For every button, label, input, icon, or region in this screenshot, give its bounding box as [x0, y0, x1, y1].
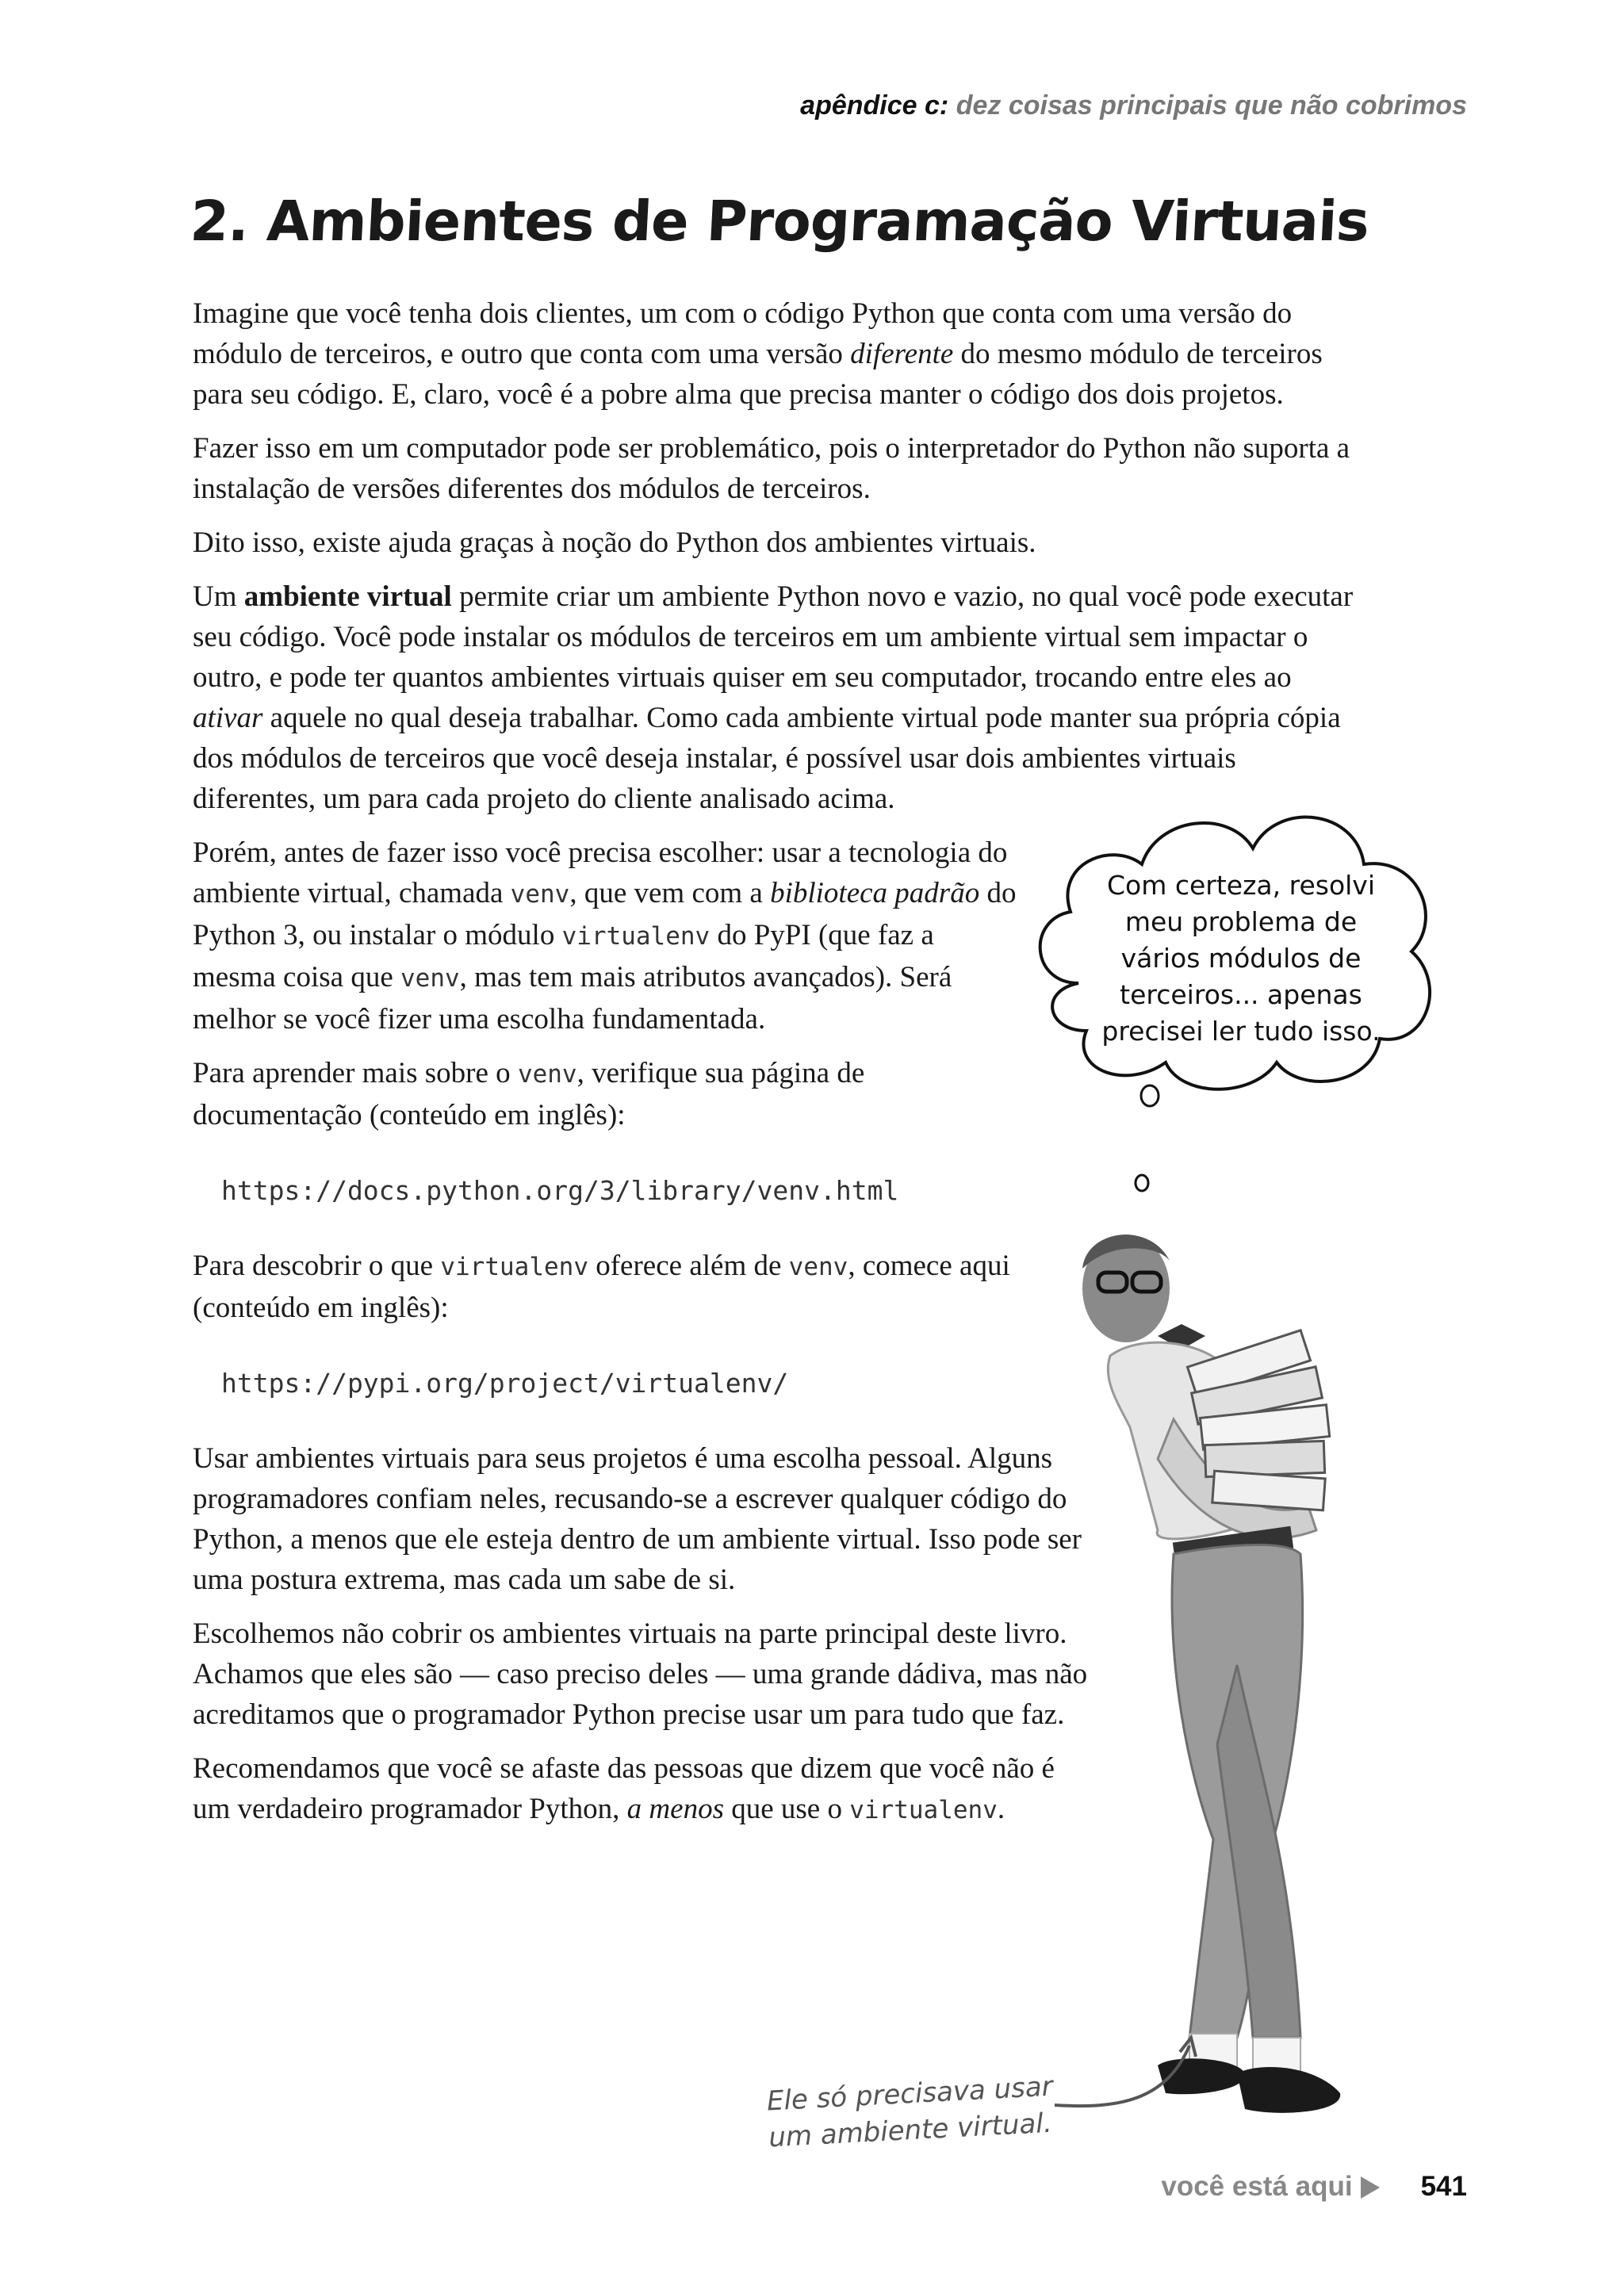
text: oferece além de — [588, 1250, 789, 1282]
emphasis: diferente — [850, 338, 954, 370]
curved-arrow-icon — [1047, 2030, 1205, 2117]
text: Para aprender mais sobre o — [193, 1057, 518, 1089]
text: Recomendamos que você se afaste das pessoas que dizem que você não é um verdadeiro programador Python, — [193, 1752, 1055, 1825]
url-venv-docs[interactable]: https://docs.python.org/3/library/venv.html — [221, 1175, 899, 1206]
text: do mesmo módulo de terceiros para seu código. E, claro, você é a pobre alma que precisa manter o código dos dois projetos. — [193, 338, 1323, 411]
text: do Python 3, ou instalar o módulo — [193, 877, 1017, 951]
inline-code: virtualenv — [849, 1796, 998, 1824]
annotation-line: um ambiente virtual. — [768, 2107, 1053, 2154]
inline-code: venv — [400, 964, 460, 993]
paragraph-5 — [193, 833, 1017, 1039]
text: que use o — [723, 1793, 850, 1825]
text: Imagine que você tenha dois clientes, um com o código Python que conta com uma versão do módulo de terceiros, e outro que conta com uma versão — [193, 297, 1293, 370]
thought-bubble-dot — [1132, 1172, 1151, 1194]
inline-code: virtualenv — [440, 1253, 588, 1281]
thought-bubble-text — [1098, 867, 1384, 1050]
paragraph-2: Fazer isso em um computador pode ser problemático, pois o interpretador do Python não suporta a instalação de versões diferentes dos módulos de terceiros. — [193, 432, 1350, 505]
text: , comece aqui (conteúdo em inglês): — [193, 1250, 1010, 1324]
handwritten-annotation — [766, 2069, 1055, 2157]
play-triangle-icon — [1361, 2176, 1380, 2199]
bubble-line: meu problema de — [1124, 906, 1358, 937]
paragraph-7 — [193, 1246, 1097, 1328]
paragraph-4 — [193, 576, 1358, 819]
text: aquele no qual deseja trabalhar. Como cada ambiente virtual pode manter sua própria cópia dos módulos de terceiros que você deseja instalar, é possível usar dois ambientes virtuais diferentes, um para cada projeto do cliente analisado acima. — [193, 702, 1341, 815]
text: Um — [193, 580, 244, 613]
emphasis: biblioteca padrão — [770, 877, 980, 909]
text: , verifique sua página de documentação (conteúdo em inglês): — [193, 1057, 865, 1131]
text: do PyPI (que faz a mesma coisa que — [193, 919, 934, 993]
paragraph-10 — [193, 1748, 1097, 1831]
inline-code: venv — [517, 1060, 577, 1089]
paragraph-6 — [193, 1053, 1017, 1135]
emphasis: ativar — [193, 702, 263, 734]
running-head-prefix: apêndice c: — [800, 90, 949, 121]
you-are-here-label — [1161, 2171, 1379, 2202]
text: , que vem com a — [569, 877, 771, 909]
man-carrying-books-photo — [1055, 1221, 1419, 2157]
paragraph-8: Usar ambientes virtuais para seus projetos é uma escolha pessoal. Alguns programadores confiam neles, recusando-se a escrever qualquer código do Python, a menos que ele esteja dentro de um ambiente virtual. Isso pode ser uma postura extrema, mas cada um sabe de si. — [193, 1442, 1082, 1596]
text: Para descobrir o que — [193, 1250, 441, 1282]
paragraph-1 — [193, 293, 1358, 415]
running-head-chapter: dez coisas principais que não cobrimos — [948, 90, 1467, 121]
inline-code: virtualenv — [561, 922, 710, 951]
page-number: 541 — [1420, 2171, 1467, 2202]
running-head — [800, 90, 1467, 121]
bubble-line: terceiros... apenas — [1120, 979, 1362, 1010]
bubble-line: precisei ler tudo isso. — [1101, 1016, 1381, 1047]
text: . — [997, 1793, 1005, 1825]
inline-code: venv — [510, 880, 570, 909]
emphasis: a menos — [626, 1793, 724, 1825]
text: , mas tem mais atributos avançados). Será melhor se você fizer uma escolha fundamentada. — [193, 961, 952, 1035]
url-virtualenv-pypi[interactable]: https://pypi.org/project/virtualenv/ — [221, 1368, 789, 1399]
section-title: 2. Ambientes de Programação Virtuais — [188, 189, 1371, 254]
bubble-line: Com certeza, resolvi — [1106, 870, 1376, 901]
paragraph-3: Dito isso, existe ajuda graças à noção do Python dos ambientes virtuais. — [193, 526, 1036, 559]
paragraph-9: Escolhemos não cobrir os ambientes virtuais na parte principal deste livro. Achamos que eles são — caso preciso deles — uma grande dádiva, mas não acreditamos que o programador Python precise usar um para tudo que faz. — [193, 1617, 1088, 1731]
inline-code: venv — [788, 1253, 848, 1281]
text: Porém, antes de fazer isso você precisa escolher: usar a tecnologia do ambiente virtual, chamada — [193, 836, 1008, 909]
bold-term: ambiente virtual — [243, 580, 452, 613]
you-are-here-text: você está aqui — [1161, 2171, 1353, 2202]
annotation-line: Ele só precisava usar — [765, 2070, 1054, 2118]
page-footer — [1161, 2171, 1467, 2203]
bubble-line: vários módulos de — [1120, 943, 1362, 974]
text: permite criar um ambiente Python novo e vazio, no qual você pode executar seu código. Você pode instalar os módulos de terceiros em um ambiente virtual sem impactar o outro, e pode ter quantos ambientes virtuais quiser em seu computador, trocando entre eles ao — [193, 580, 1354, 694]
